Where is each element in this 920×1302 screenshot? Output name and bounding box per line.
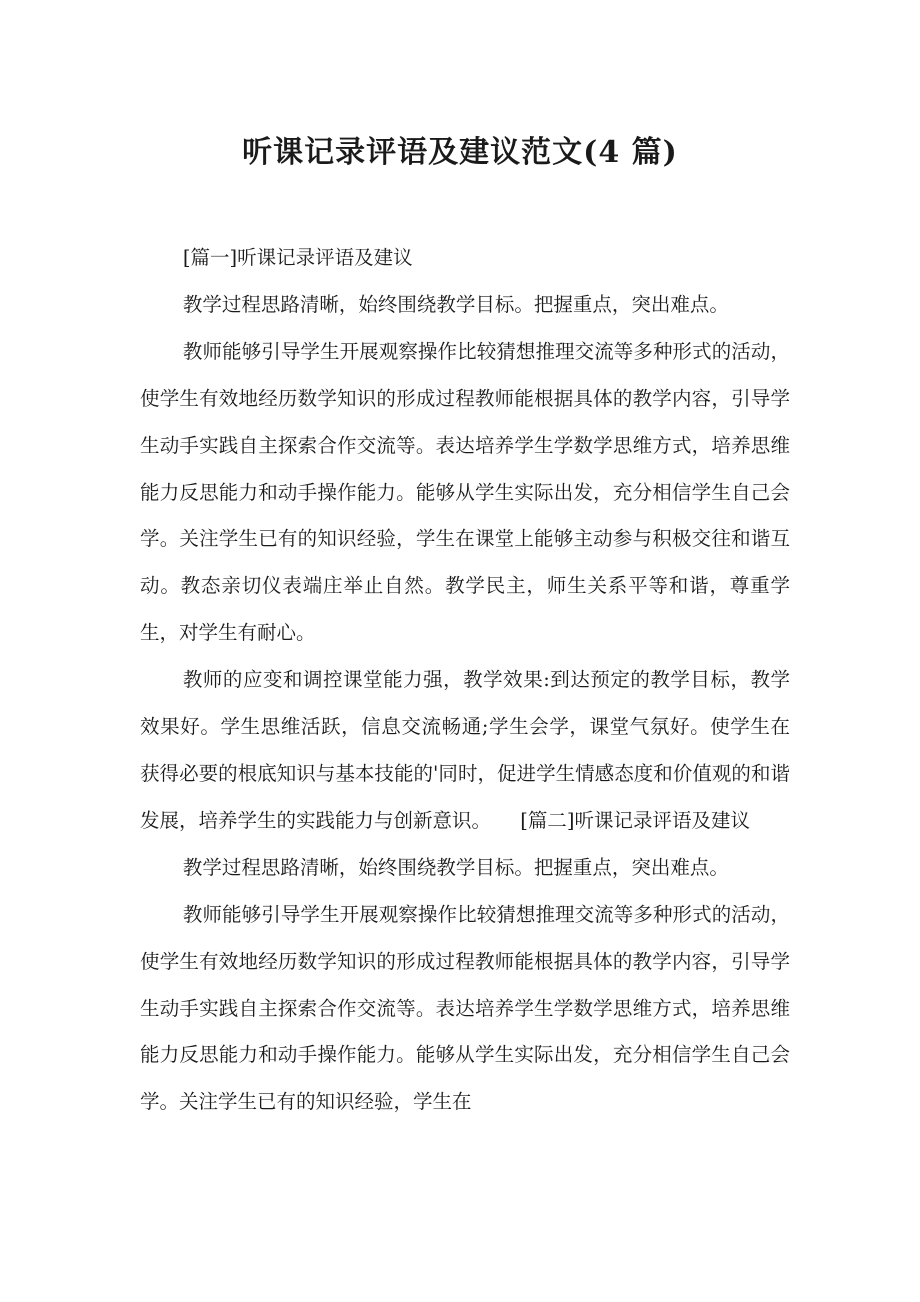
paragraph: 教学过程思路清晰，始终围绕教学目标。把握重点，突出难点。: [182, 855, 729, 879]
document-body: [140, 235, 790, 1126]
page-title: 听课记录评语及建议范文(4 篇): [242, 135, 678, 170]
paragraph: 教师的应变和调控课堂能力强，教学效果:到达预定的教学目标，教学效果好。学生思维活跃，信息交流畅通;学生会学，课堂气氛好。使学生在获得必要的根底知识与基本技能的'同时，促进学生情感态度和价值观的和谐发展，培养学生的实践能力与创新意识。 [篇二]听课记录评语及建议: [140, 668, 790, 832]
paragraph: 教学过程思路清晰，始终围绕教学目标。把握重点，突出难点。: [182, 292, 729, 316]
paragraph: 教师能够引导学生开展观察操作比较猜想推理交流等多种形式的活动，使学生有效地经历数学知识的形成过程教师能根据具体的教学内容，引导学生动手实践自主探索合作交流等。表达培养学生学数学思维方式，培养思维能力反思能力和动手操作能力。能够从学生实际出发，充分相信学生自己会学。关注学生已有的知识经验，学生在: [140, 902, 790, 1114]
section-heading: [篇一]听课记录评语及建议: [182, 246, 413, 269]
paragraph: 教师能够引导学生开展观察操作比较猜想推理交流等多种形式的活动，使学生有效地经历数学知识的形成过程教师能根据具体的教学内容，引导学生动手实践自主探索合作交流等。表达培养学生学数学思维方式，培养思维能力反思能力和动手操作能力。能够从学生实际出发，充分相信学生自己会学。关注学生已有的知识经验，学生在课堂上能够主动参与积极交往和谐互动。教态亲切仪表端庄举止自然。教学民主，师生关系平等和谐，尊重学生，对学生有耐心。: [140, 339, 790, 645]
